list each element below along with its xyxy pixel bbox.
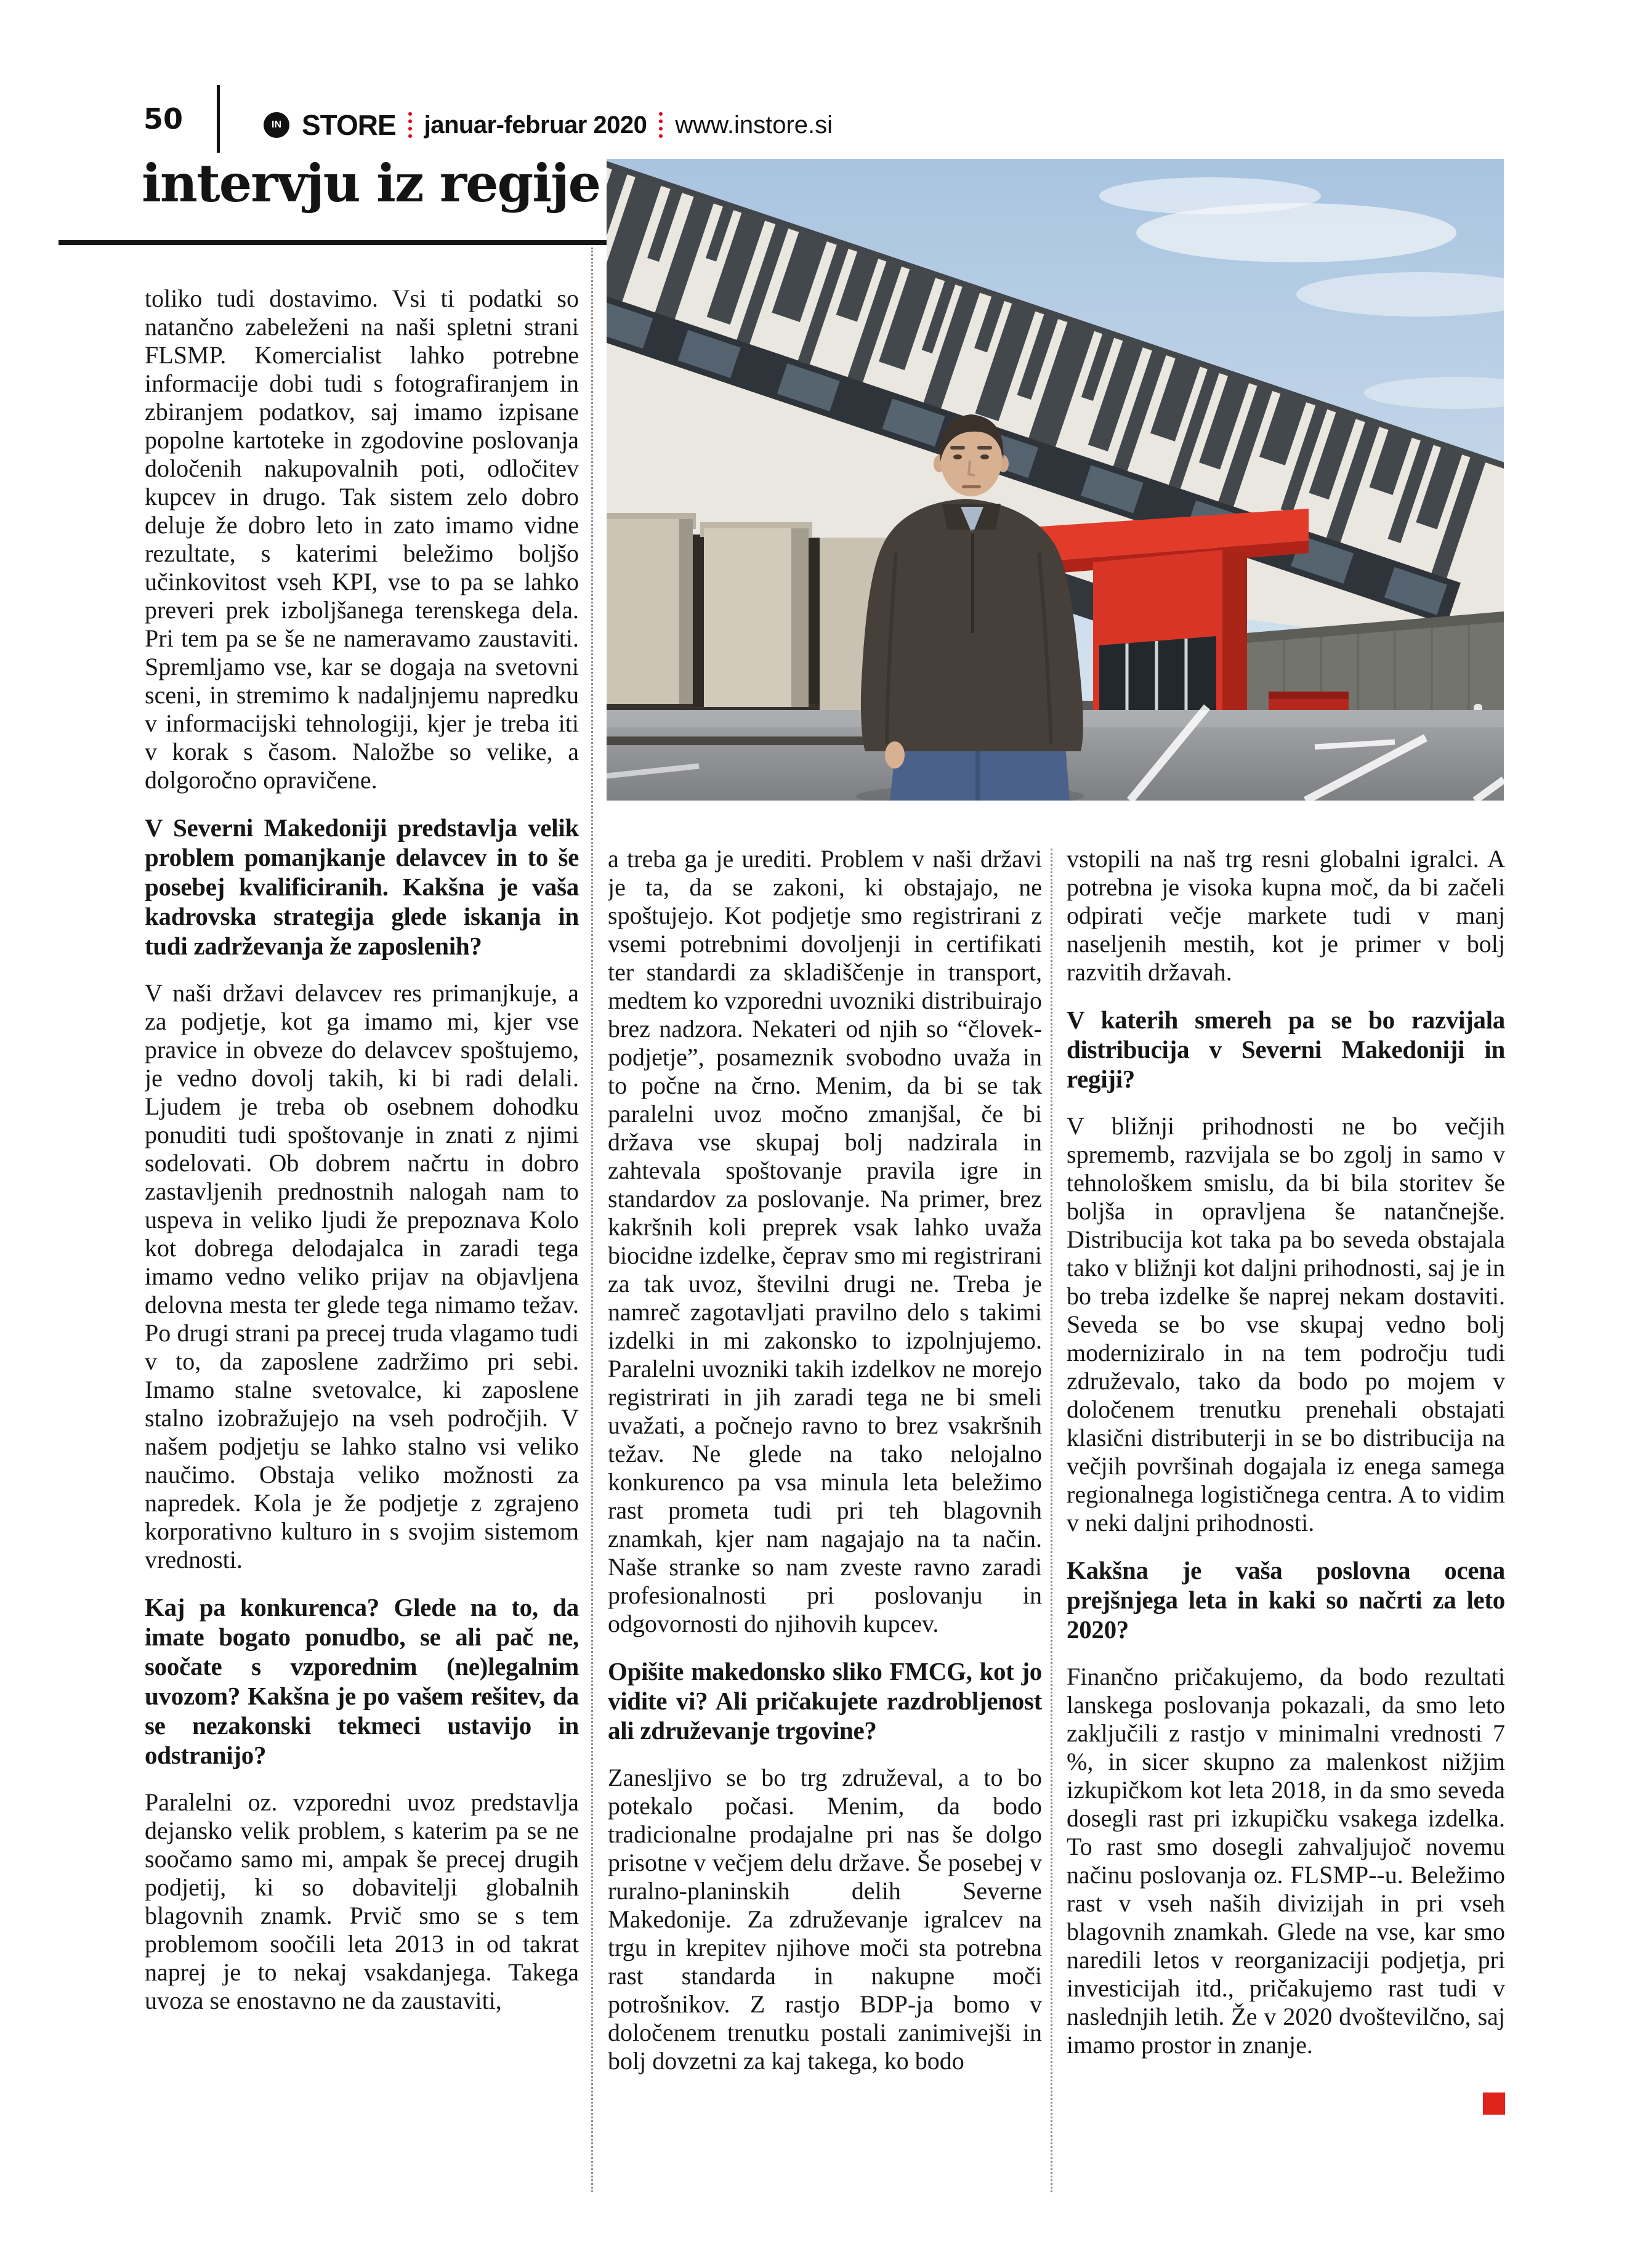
article-column-1 <box>145 285 579 2206</box>
article-column-3 <box>1067 845 1505 2200</box>
masthead-separator-icon <box>408 112 412 138</box>
masthead-logo-text: STORE <box>302 109 396 141</box>
paragraph: Paralelni oz. vzporedni uvoz predstavlja dejansko velik problem, s katerim pa se ne soočamo samo mi, ampak še precej drugih podjetij, ki so dobavitelji globalnih blagovnih znamk. Prvič smo se s tem problemom soočili leta 2013 in od takrat naprej je to nekaj vsakdanjega. Takega uvoza se enostavno ne da zaustaviti, <box>145 1788 579 2014</box>
instore-logo-icon: IN <box>264 112 289 138</box>
paragraph: Finančno pričakujemo, da bodo rezultati lanskega poslovanja pokazali, da smo leto zaključili z rastjo v minimalni vrednosti 7 %, in sicer skupno za malenkost nižjim izkupičkom kot leta 2018, in da smo seveda dosegli rast pri izkupičku vsakega izdelka. To rast smo dosegli zahvaljujoč novemu načinu poslovanja oz. FLSMP--u. Beležimo rast v vseh naših divizijah in pri vseh blagovnih znamkah. Glede na vse, kar smo naredili letos v reorganizaciji podjetja, pri investicijah itd., pričakujemo rast tudi v naslednjih letih. Že v 2020 dvoštevilčno, saj imamo prostor in znanje. <box>1067 1663 1505 2059</box>
interview-question: Kakšna je vaša poslovna ocena prejšnjega leta in kaki so načrti za leto 2020? <box>1067 1556 1505 1644</box>
column-separator <box>1051 849 1052 2192</box>
interview-question: Kaj pa konkurenca? Glede na to, da imate bogato ponudbo, se ali pač ne, soočate s vzporednim (ne)legalnim uvozom? Kakšna je po vašem rešitev, da se nezakonski tekmeci ustavijo in odstranijo? <box>145 1593 579 1769</box>
page-number: 50 <box>143 102 184 135</box>
interview-question: V katerih smereh pa se bo razvijala distribucija v Severni Makedoniji in regiji? <box>1067 1006 1505 1093</box>
interview-question: Opišite makedonsko sliko FMCG, kot jo vidite vi? Ali pričakujete razdrobljenost ali združevanje trgovine? <box>608 1657 1042 1745</box>
article-column-2 <box>608 845 1042 2200</box>
article-end-mark <box>1483 2092 1505 2115</box>
paragraph: V naši državi delavcev res primanjkuje, a za podjetje, kot ga imamo mi, kjer vse pravice in obveze do delavcev spoštujemo, je vedno dovolj takih, ki bi radi delali. Ljudem je treba ob osebnem dohodku ponuditi tudi spoštovanje in znati z njimi sodelovati. Ob dobrem načrtu in dobro zastavljenih prednostnih nalogah nam to uspeva in veliko ljudi že prepoznava Kolo kot dobrega delodajalca in zaradi tega imamo vedno veliko prijav na objavljena delovna mesta ter glede tega nimamo težav. Po drugi strani pa precej truda vlagamo tudi v to, da zaposlene zadržimo pri sebi. Imamo stalne svetovalce, ki zaposlene stalno izobražujejo na vseh področjih. V našem podjetju se lahko stalno vsi veliko naučimo. Obstaja veliko možnosti za napredek. Kola je že podjetje z zgrajeno korporativno kulturo in s svojim sistemom vrednosti. <box>145 979 579 1573</box>
masthead-website: www.instore.si <box>675 111 833 139</box>
paragraph: a treba ga je urediti. Problem v naši državi je ta, da se zakoni, ki obstajajo, ne spoštujejo. Kot podjetje smo registrirani z vsemi potrebnimi dovoljenji in certifikati ter standardi za skladiščenje in transport, medtem ko vzporedni uvozniki distribuirajo brez nadzora. Nekateri od njih so “človek-podjetje”, posameznik svobodno uvaža in to počne na črno. Menim, da bi se tak paralelni uvoz močno zmanjšal, če bi država vse skupaj bolj nadzirala in zahtevala spoštovanje pravila igre in standardov za poslovanje. Na primer, brez kakršnih koli preprek vsak lahko uvaža biocidne izdelke, čeprav smo mi registrirani za tak uvoz, številni drugi ne. Treba je namreč zagotavljati pravilno delo s takimi izdelki in mi zakonsko to izpolnjujemo. Paralelni uvozniki takih izdelkov ne morejo registrirati in jih zaradi tega ne bi smeli uvažati, a počnejo ravno to brez vsakršnih težav. Ne glede na tako nelojalno konkurenco pa vsa minula leta beležimo rast prometa tudi pri teh blagovnih znamkah, kjer nam nagajajo na ta način. Naše stranke so nam zveste ravno zaradi profesionalnosti pri poslovanju in odgovornosti do njihovih kupcev. <box>608 845 1042 1637</box>
paragraph: Zanesljivo se bo trg združeval, a to bo potekalo počasi. Menim, da bodo tradicionalne prodajalne pri nas še dolgo prisotne v večjem delu države. Še posebej v ruralno-planinskih delih Severne Makedonije. Za združevanje igralcev na trgu in krepitev njihove moči sta potrebna rast standarda in nakupne moči potrošnikov. Z rastjo BDP-ja bomo v določenem trenutku postali zanimivejši in bolj dovzetni za kaj takega, ko bodo <box>608 1764 1042 2075</box>
section-title: intervju iz regije <box>142 153 600 214</box>
title-rule <box>59 240 608 245</box>
left-loading-docks <box>607 513 887 741</box>
zipper <box>971 530 974 633</box>
interviewee-photo <box>607 159 1504 801</box>
warehouse-photo-illustration <box>607 159 1504 801</box>
masthead-issue-date: januar-februar 2020 <box>424 111 647 139</box>
masthead <box>264 108 833 142</box>
column-separator <box>591 248 593 2192</box>
hand <box>885 741 905 769</box>
interview-question: V Severni Makedoniji predstavlja velik problem pomanjkanje delavcev in to še posebej kvalificiranih. Kakšna je vaša kadrovska strategija glede iskanja in tudi zadrževanja že zaposlenih? <box>145 813 579 960</box>
paragraph: toliko tudi dostavimo. Vsi ti podatki so natančno zabeleženi na naši spletni strani FLSMP. Komercialist lahko potrebne informacije dobi tudi s fotografiranjem in zbiranjem podatkov, saj imamo izpisane popolne kartoteke in zgodovine poslovanja določenih nakupovalnih poti, odločitev kupcev in drugo. Tak sistem zelo dobro deluje že dobro leto in zato imamo vidne rezultate, s katerimi beležimo boljšo učinkovitost vseh KPI, vse to pa se lahko preveri prek izboljšanega terenskega dela. Pri tem pa se še ne nameravamo zaustaviti. Spremljamo vse, kar se dogaja na svetovni sceni, in stremimo k nadaljnjemu napredku v informacijski tehnologiji, kjer je treba iti v korak s časom. Naložbe so velike, a dolgoročno opravičene. <box>145 285 579 794</box>
paragraph: vstopili na naš trg resni globalni igralci. A potrebna je visoka kupna moč, da bi začeli odpirati večje markete tudi v manj naseljenih mestih, kot je primer v bolj razvitih državah. <box>1067 845 1505 986</box>
masthead-separator-icon <box>659 112 663 138</box>
header-divider <box>217 85 220 153</box>
paragraph: V bližnji prihodnosti ne bo večjih sprememb, razvijala se bo zgolj in samo v tehnološkem smislu, da bi bila storitev še boljša in opravljena še natančnejše. Distribucija kot taka pa bo seveda obstajala tako v bližnji kot daljni prihodnosti, saj je in bo treba izdelke še naprej nekam dostaviti. Seveda se bo vse skupaj vedno bolj moderniziralo in na tem področju tudi združevalo, tako da bodo po mojem v določenem trenutku prenehali obstajati klasični distributerji in se bo distribucija na večjih površinah dogajala iz enega samega regionalnega logističnega centra. A to vidim v neki daljni prihodnosti. <box>1067 1112 1505 1536</box>
